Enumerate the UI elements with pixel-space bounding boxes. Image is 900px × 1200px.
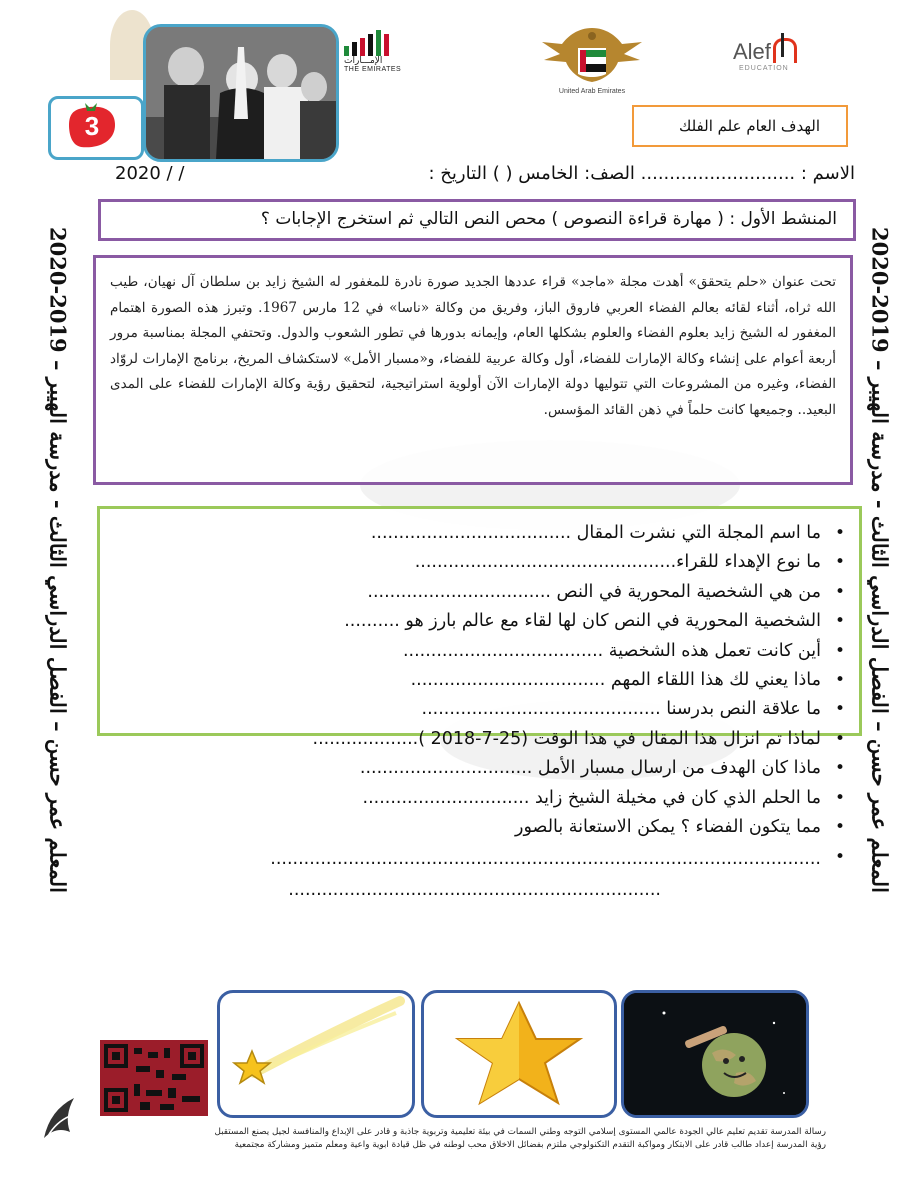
school-mission-footer — [78, 1126, 826, 1152]
question-item[interactable]: • ما نوع الإهداء للقراء............................................... — [120, 548, 845, 577]
question-item[interactable]: • ماذا كان الهدف من ارسال مسبار الأمل ............................... — [120, 754, 845, 783]
badge-number: 3 — [84, 111, 100, 141]
planet-telescope-icon — [624, 993, 806, 1115]
gold-star-icon — [424, 993, 614, 1115]
passage-text: تحت عنوان «حلم يتحقق» أهدت مجلة «ماجد» قراء عددها الجديد صورة نادرة للمغفور له الشيخ زايد بن سلطان آل نهيان، طيب الله ثراه، أثناء لقائه بعالم الفضاء العربي فاروق الباز، وفريق من وكالة «ناسا» في 12 مارس 1967. وتبرز هذه الصورة اهتمام المغفور له الشيخ زايد بعلوم الفضاء والعلوم بشكلها العام، وإيمانه بدورها في تطور الشعوب والدول. وتحتفي المجلة بمناسبة مرور أربعة أعوام على إنشاء وكالة الإمارات للفضاء، أول وكالة عربية للفضاء، و«مسبار الأمل» لاستكشاف المريخ، برنامج الإمارات لروّاد الفضاء، وغيره من المشروعات التي تتوليها دولة الإمارات الآن أولوية استراتيجية، لتحقيق رؤية وكالة الإمارات للفضاء على المدى البعيد.. وجميعها كانت حلماً في ذهن القائد المؤسس. — [110, 274, 836, 418]
margin-text-right: المعلم عمر حسن – الفصل الدراسي الثالث - مدرسة الهيبر – 2019-2020 — [867, 227, 893, 893]
general-aim-box — [632, 105, 848, 147]
alef-mark-icon — [773, 38, 797, 63]
questions-box — [97, 506, 862, 901]
alef-logo — [733, 38, 797, 72]
strawberry-number-icon — [51, 99, 135, 151]
emirates-english: THE EMIRATES — [344, 66, 402, 73]
answer-line-2[interactable]: ................................................................... — [288, 880, 661, 901]
question-item[interactable]: • ما علاقة النص بدرسنا ........................................... — [120, 695, 845, 724]
question-item[interactable]: • أين كانت تعمل هذه الشخصية .................................... — [120, 637, 845, 666]
student-info-line — [115, 163, 855, 184]
footer-ornament-icon — [40, 1092, 80, 1142]
question-item[interactable]: • من هي الشخصية المحورية في النص ................................. — [120, 578, 845, 607]
question-item[interactable]: • لماذا تم انزال هذا المقال في هذا الوقت (25-7-2018 )................... — [120, 725, 845, 754]
shooting-star-icon — [220, 993, 412, 1115]
shooting-star-tile — [217, 990, 415, 1118]
margin-text-left: المعلم عمر حسن – الفصل الدراسي الثالث - مدرسة الهيبر – 2019-2020 — [45, 227, 71, 893]
alef-subtitle: EDUCATION — [739, 65, 789, 72]
question-item[interactable]: • ما اسم المجلة التي نشرت المقال .................................... — [120, 519, 845, 548]
gold-star-tile — [421, 990, 617, 1118]
emirates-arabic: الإمـــارات — [344, 56, 383, 66]
qr-code-icon — [100, 1040, 208, 1116]
date-field[interactable]: 2020 / / — [115, 163, 185, 184]
alef-wordmark: Alef — [733, 39, 771, 64]
left-margin-text — [38, 20, 78, 1100]
the-emirates-logo — [344, 30, 414, 73]
reading-passage — [93, 255, 853, 485]
photo-scene-icon — [146, 27, 336, 159]
question-item[interactable]: • ما الحلم الذي كان في مخيلة الشيخ زايد .............................. — [120, 784, 845, 813]
school-mission: رسالة المدرسة تقديم تعليم عالي الجودة عالمي المستوى إسلامي التوجه وطني السمات في بيئة تعليمية وتربوية جاذبة و قادر على الإبداع والمنافسة لجيل يصنع المستقبل — [214, 1127, 826, 1137]
lesson-number-badge — [48, 96, 144, 160]
right-margin-text — [860, 20, 900, 1100]
question-item[interactable]: • الشخصية المحورية في النص كان لها لقاء مع عالم بارز هو .......... — [120, 607, 845, 636]
uae-emblem-icon — [538, 24, 646, 86]
question-item[interactable]: • ماذا يعني لك هذا اللقاء المهم ................................... — [120, 666, 845, 695]
questions-list — [100, 509, 859, 906]
name-field[interactable]: الاسم : ........................... — [640, 163, 855, 184]
emblem-caption: United Arab Emirates — [558, 88, 626, 95]
qr-code[interactable] — [100, 1040, 208, 1116]
historic-photo — [143, 24, 339, 162]
planet-telescope-tile — [621, 990, 809, 1118]
answer-line-1[interactable]: ................................................................................................... — [270, 849, 821, 870]
question-item[interactable]: • مما يتكون الفضاء ؟ يمكن الاستعانة بالصور — [120, 813, 845, 842]
school-vision: رؤية المدرسة إعداد طالب قادر على الابتكار ومواكبة التقدم التكنولوجي ملتزم بفضائل الاخلاق محب لوطنه في ظل قيادة ابوية واعية ومعلم متميز ومشاركة مجتمعية — [234, 1140, 826, 1150]
date-label: ( ) التاريخ : — [428, 163, 513, 184]
grade-field: الصف: الخامس — [518, 163, 635, 184]
emirates-bars-icon — [344, 30, 414, 56]
activity-title: المنشط الأول : ( مهارة قراءة النصوص ) محص النص التالي ثم استخرج الإجابات ؟ — [98, 199, 856, 241]
answer-lines-item[interactable] — [120, 842, 845, 906]
general-aim-label: الهدف العام علم الفلك — [678, 117, 820, 135]
